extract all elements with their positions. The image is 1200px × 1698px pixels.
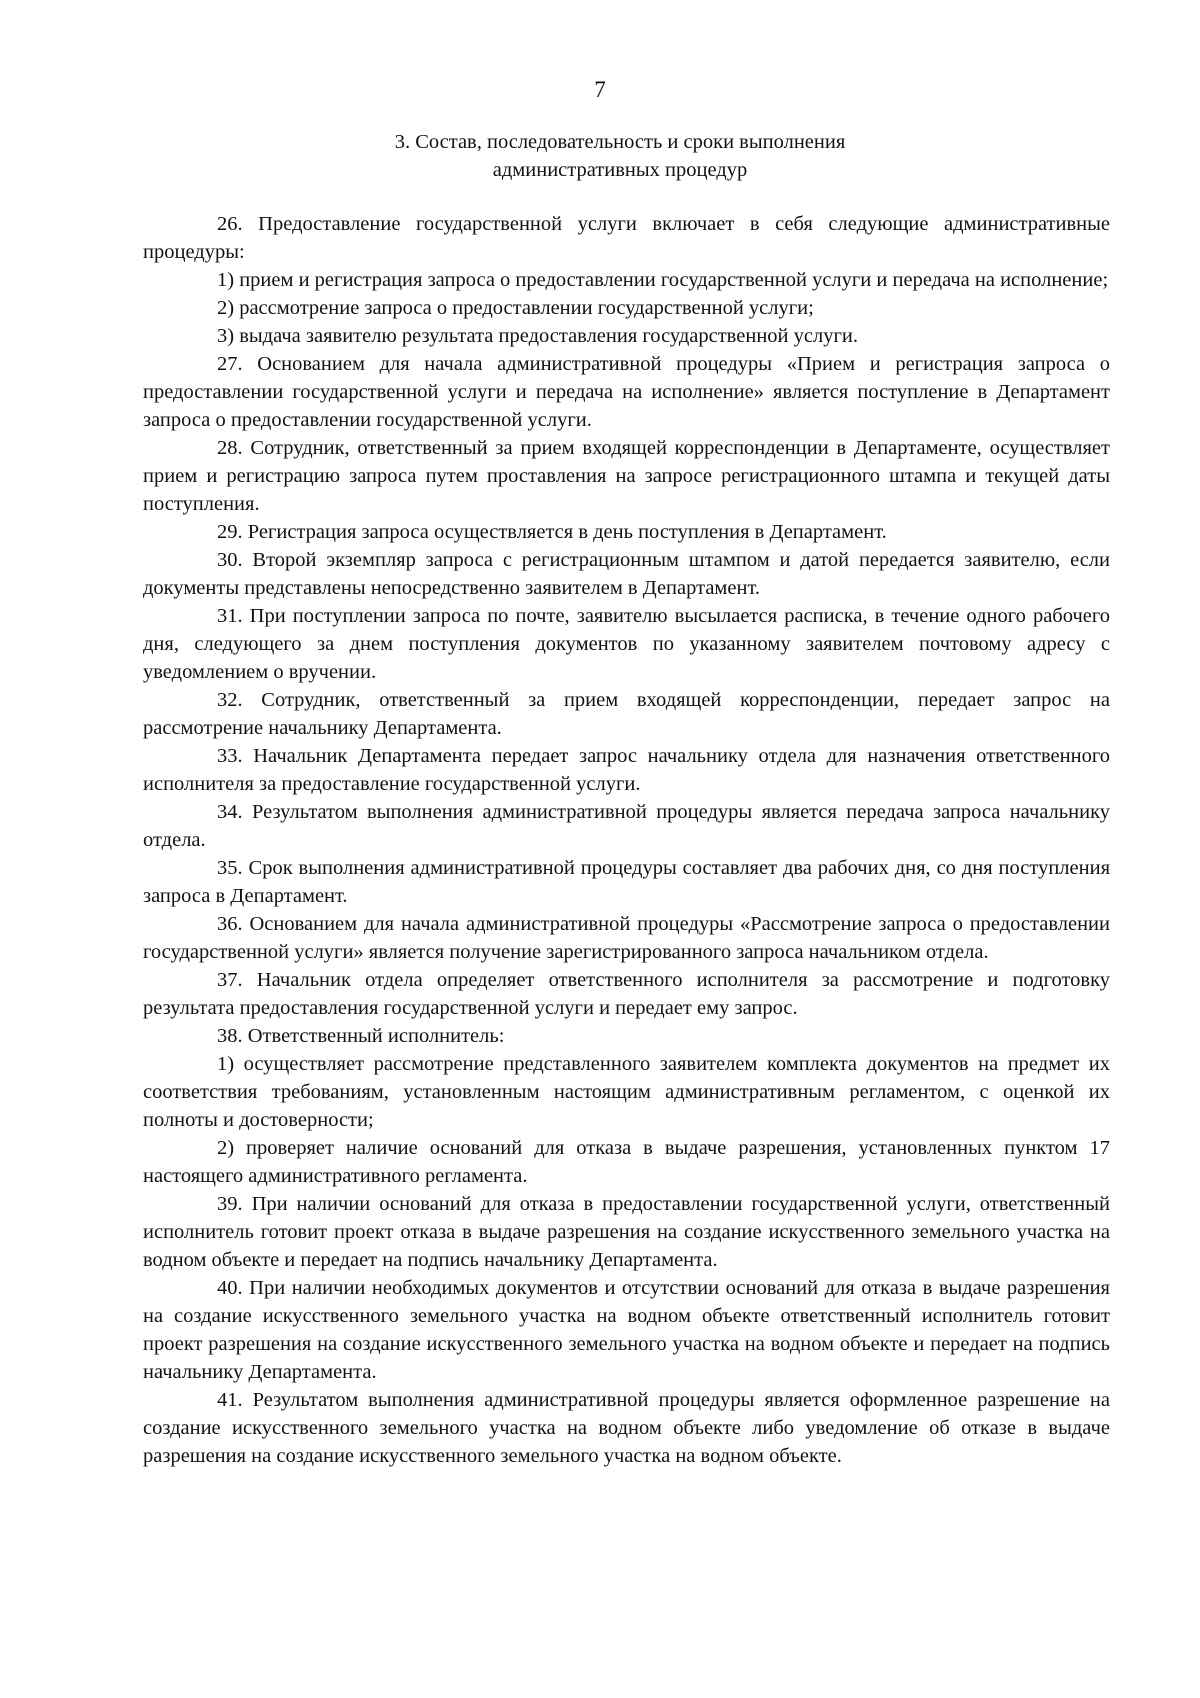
paragraph-40: 40. При наличии необходимых документов и отсутствии оснований для отказа в выдаче разрешения на создание искусственного земельного участка на водном объекте ответственный исполнитель готовит проект разрешения на создание искусственного земельного участка на водном объекте и передает на подпись начальнику Департамента.	[143, 1277, 1110, 1383]
paragraph-38-item-1: 1) осуществляет рассмотрение представленного заявителем комплекта документов на предмет их соответствия требованиям, установленным настоящим административным регламентом, с оценкой их полноты и достоверности;	[143, 1053, 1110, 1131]
paragraph-26: 26. Предоставление государственной услуги включает в себя следующие административные процедуры:	[143, 213, 1110, 263]
paragraph-29: 29. Регистрация запроса осуществляется в день поступления в Департамент.	[217, 521, 887, 543]
paragraph-38-item-2: 2) проверяет наличие оснований для отказа в выдаче разрешения, установленных пунктом 17 настоящего административного регламента.	[143, 1137, 1110, 1187]
paragraph-32: 32. Сотрудник, ответственный за прием входящей корреспонденции, передает запрос на рассмотрение начальнику Департамента.	[143, 689, 1110, 739]
paragraph-31: 31. При поступлении запроса по почте, заявителю высылается расписка, в течение одного рабочего дня, следующего за днем поступления документов по указанному заявителем почтовому адресу с уведомлением о вручении.	[143, 605, 1110, 683]
paragraph-37: 37. Начальник отдела определяет ответственного исполнителя за рассмотрение и подготовку результата предоставления государственной услуги и передает ему запрос.	[143, 969, 1110, 1019]
paragraph-39: 39. При наличии оснований для отказа в предоставлении государственной услуги, ответственный исполнитель готовит проект отказа в выдаче разрешения на создание искусственного земельного участка на водном объекте и передает на подпись начальнику Департамента.	[143, 1193, 1110, 1271]
paragraph-34: 34. Результатом выполнения административной процедуры является передача запроса начальнику отдела.	[143, 801, 1110, 851]
page-number: 7	[594, 77, 606, 102]
paragraph-26-item-1: 1) прием и регистрация запроса о предоставлении государственной услуги и передача на исполнение;	[217, 269, 1109, 291]
paragraph-30: 30. Второй экземпляр запроса с регистрационным штампом и датой передается заявителю, если документы представлены непосредственно заявителем в Департамент.	[143, 549, 1110, 599]
paragraph-38: 38. Ответственный исполнитель:	[217, 1025, 505, 1047]
document-body	[143, 210, 1110, 1470]
paragraph-36: 36. Основанием для начала административной процедуры «Рассмотрение запроса о предоставлении государственной услуги» является получение зарегистрированного запроса начальником отдела.	[143, 913, 1110, 963]
section-title	[140, 128, 1100, 184]
paragraph-27: 27. Основанием для начала административной процедуры «Прием и регистрация запроса о предоставлении государственной услуги и передача на исполнение» является поступление в Департамент запроса о предоставлении государственной услуги.	[143, 353, 1110, 431]
paragraph-28: 28. Сотрудник, ответственный за прием входящей корреспонденции в Департаменте, осуществляет прием и регистрацию запроса путем проставления на запросе регистрационного штампа и текущей даты поступления.	[143, 437, 1110, 515]
section-title-line-1: 3. Состав, последовательность и сроки выполнения	[394, 131, 846, 153]
paragraph-41: 41. Результатом выполнения административной процедуры является оформленное разрешение на создание искусственного земельного участка на водном объекте либо уведомление об отказе в выдаче разрешения на создание искусственного земельного участка на водном объекте.	[143, 1389, 1110, 1467]
paragraph-26-item-2: 2) рассмотрение запроса о предоставлении государственной услуги;	[217, 297, 814, 319]
section-title-line-2: административных процедур	[492, 159, 748, 181]
paragraph-33: 33. Начальник Департамента передает запрос начальнику отдела для назначения ответственного исполнителя за предоставление государственной услуги.	[143, 745, 1110, 795]
paragraph-26-item-3: 3) выдача заявителю результата предоставления государственной услуги.	[217, 325, 858, 347]
paragraph-35: 35. Срок выполнения административной процедуры составляет два рабочих дня, со дня поступления запроса в Департамент.	[143, 857, 1110, 907]
